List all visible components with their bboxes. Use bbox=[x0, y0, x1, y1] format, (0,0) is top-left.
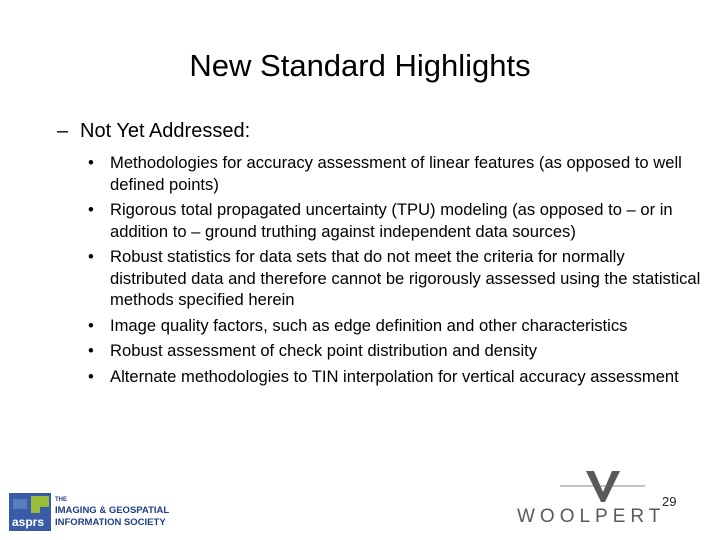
woolpert-wordmark: WOOLPERT bbox=[517, 506, 666, 527]
asprs-line1: THE bbox=[55, 497, 67, 503]
bullet-text: Robust assessment of check point distribution and density bbox=[110, 341, 538, 360]
bullet-dot: • bbox=[88, 366, 94, 386]
asprs-line3: INFORMATION SOCIETY bbox=[55, 517, 166, 528]
bullet-item bbox=[88, 366, 703, 388]
page-number: 29 bbox=[662, 494, 677, 509]
subheading-dash: – bbox=[57, 120, 69, 142]
bullet-item bbox=[88, 246, 703, 311]
asprs-line2: IMAGING & GEOSPATIAL bbox=[55, 505, 170, 516]
bullet-item bbox=[88, 315, 703, 337]
bullet-list bbox=[88, 152, 703, 391]
bullet-item bbox=[88, 152, 703, 195]
bullet-text: Image quality factors, such as edge definition and other characteristics bbox=[110, 315, 628, 335]
bullet-dot: • bbox=[88, 247, 94, 266]
bullet-text: Rigorous total propagated uncertainty (TPU) modeling (as opposed to – or in addition to – ground truthing against independent data sources) bbox=[110, 200, 673, 241]
bullet-item bbox=[88, 340, 703, 362]
bullet-dot: • bbox=[88, 315, 94, 335]
bullet-dot: • bbox=[88, 200, 94, 219]
bullet-text: Alternate methodologies to TIN interpolation for vertical accuracy assessment bbox=[110, 366, 679, 386]
asprs-abbr: asprs bbox=[12, 515, 45, 529]
bullet-text: Robust statistics for data sets that do not meet the criteria for normally distributed data and therefore cannot be rigorously assessed using the statistical methods specified herein bbox=[110, 247, 701, 309]
subheading-text: Not Yet Addressed: bbox=[80, 120, 251, 142]
asprs-logo bbox=[9, 493, 173, 531]
bullet-text: Methodologies for accuracy assessment of linear features (as opposed to well defined points) bbox=[110, 153, 682, 194]
bullet-dot: • bbox=[88, 341, 94, 360]
bullet-dot: • bbox=[88, 153, 94, 172]
bullet-item bbox=[88, 199, 703, 242]
slide-title: New Standard Highlights bbox=[189, 48, 531, 83]
